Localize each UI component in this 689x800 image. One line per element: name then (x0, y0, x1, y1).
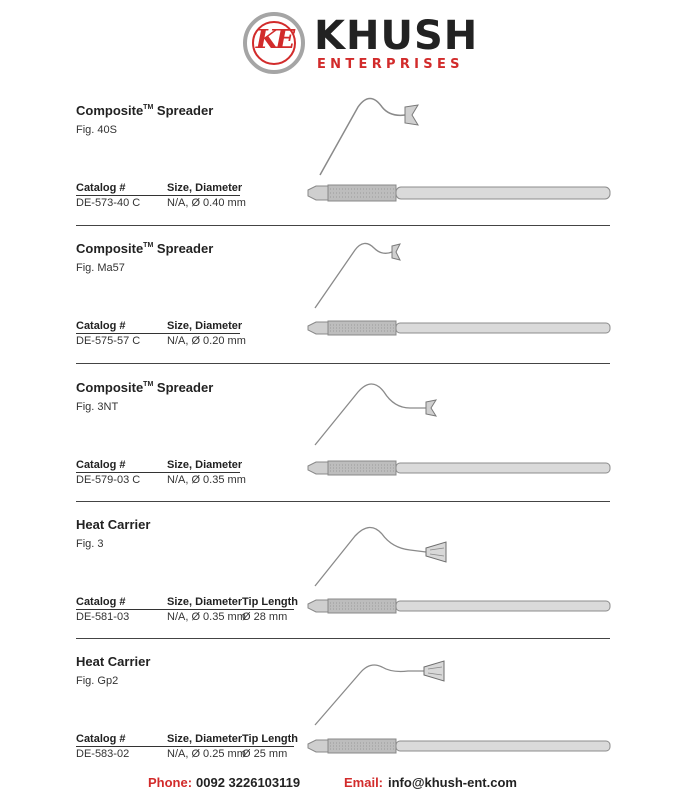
section-divider (76, 501, 610, 502)
catalog-number: DE-583-02 (76, 748, 130, 760)
instrument-image (300, 230, 620, 350)
size-header: Size, Diameter (167, 596, 243, 608)
catalog-number: DE-573-40 C (76, 197, 141, 209)
trademark-mark: TM (143, 241, 154, 249)
product-title: Composite™ Spreader (76, 380, 214, 395)
instrument-image (300, 370, 620, 490)
size-header: Size, Diameter (167, 182, 243, 194)
size-value: N/A, Ø 0.35 mm (167, 474, 246, 486)
section-divider (76, 638, 610, 639)
instrument-image (300, 508, 620, 628)
size-header: Size, Diameter (167, 733, 243, 745)
brand-logo (243, 12, 305, 74)
size-value: N/A, Ø 0.40 mm (167, 197, 246, 209)
catalog-header: Catalog # (76, 459, 126, 471)
product-title: Heat Carrier (76, 517, 151, 532)
size-value: N/A, Ø 0.20 mm (167, 335, 246, 347)
header-rule (76, 472, 240, 473)
brand-subtitle: ENTERPRISES (317, 57, 464, 72)
phone-label: Phone: (148, 775, 193, 790)
section-divider (76, 363, 610, 364)
product-figure: Fig. Gp2 (76, 675, 119, 687)
size-value: N/A, Ø 0.25 mm (167, 748, 246, 760)
tip-length-value: Ø 25 mm (242, 748, 288, 760)
product-figure: Fig. Ma57 (76, 262, 125, 274)
product-title: Heat Carrier (76, 654, 151, 669)
header-rule (76, 746, 294, 747)
tip-length-header: Tip Length (242, 596, 299, 608)
product-title: Composite™ Spreader (76, 241, 214, 256)
size-value: N/A, Ø 0.35 mm (167, 611, 246, 623)
catalog-number: DE-575-57 C (76, 335, 141, 347)
phone-number[interactable]: 0092 3226103119 (196, 775, 301, 790)
catalog-number: DE-579-03 C (76, 474, 141, 486)
logo-monogram: KE (255, 25, 293, 55)
header-rule (76, 609, 294, 610)
header-rule (76, 333, 240, 334)
size-header: Size, Diameter (167, 459, 243, 471)
product-figure: Fig. 40S (76, 124, 117, 136)
instrument-image (300, 645, 620, 760)
email-label: Email: (344, 775, 384, 790)
tip-length-value: Ø 28 mm (242, 611, 288, 623)
product-figure: Fig. 3NT (76, 401, 119, 413)
brand-name: KHUSH (314, 13, 479, 59)
trademark-mark: TM (143, 380, 154, 388)
product-figure: Fig. 3 (76, 538, 104, 550)
size-header: Size, Diameter (167, 320, 243, 332)
trademark-mark: TM (143, 103, 154, 111)
email-address[interactable]: info@khush-ent.com (388, 775, 517, 790)
tip-length-header: Tip Length (242, 733, 299, 745)
instrument-image (300, 85, 620, 215)
catalog-header: Catalog # (76, 182, 126, 194)
catalog-header: Catalog # (76, 596, 126, 608)
section-divider (76, 225, 610, 226)
catalog-header: Catalog # (76, 320, 126, 332)
product-title: Composite™ Spreader (76, 103, 214, 118)
catalog-header: Catalog # (76, 733, 126, 745)
header-rule (76, 195, 240, 196)
catalog-number: DE-581-03 (76, 611, 130, 623)
